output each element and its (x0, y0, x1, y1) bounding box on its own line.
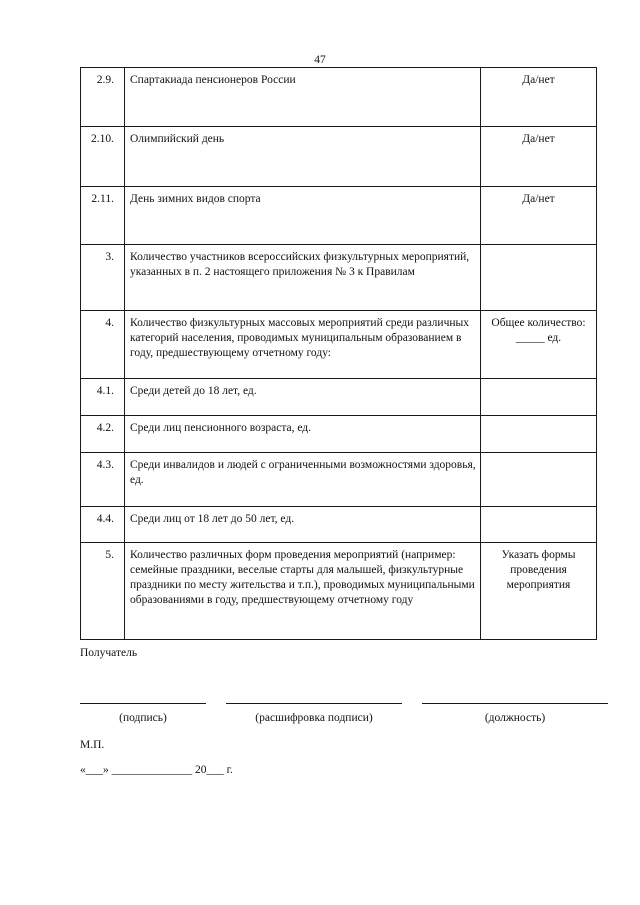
stamp-label: М.П. (80, 739, 105, 751)
row-number: 4.2. (81, 416, 125, 453)
row-value: Да/нет (481, 127, 597, 187)
row-value (481, 245, 597, 311)
row-description: Среди лиц от 18 лет до 50 лет, ед. (125, 507, 481, 543)
signature-line (80, 703, 206, 704)
row-value (481, 453, 597, 507)
row-description: Среди детей до 18 лет, ед. (125, 379, 481, 416)
row-number: 2.9. (81, 68, 125, 127)
report-table (80, 67, 597, 640)
table-row (81, 507, 597, 543)
table-row (81, 379, 597, 416)
table-row (81, 311, 597, 379)
row-number: 4.1. (81, 379, 125, 416)
row-description: Количество различных форм проведения мероприятий (например: семейные праздники, веселые старты для малышей, физкультурные праздники по месту жительства и т.п.), проводимых муниципальными образованиями в году, предшествующему отчетному году (125, 543, 481, 640)
signature-caption: (подпись) (119, 712, 167, 724)
table-row (81, 543, 597, 640)
row-number: 5. (81, 543, 125, 640)
table-row (81, 453, 597, 507)
table-row (81, 187, 597, 245)
row-value: Указать формы проведения мероприятия (481, 543, 597, 640)
page-number: 47 (314, 54, 326, 66)
table-row (81, 245, 597, 311)
row-number: 2.11. (81, 187, 125, 245)
row-number: 3. (81, 245, 125, 311)
row-number: 4. (81, 311, 125, 379)
row-number: 4.4. (81, 507, 125, 543)
row-value (481, 416, 597, 453)
row-description: Количество физкультурных массовых мероприятий среди различных категорий населения, проводимых муниципальным образованием в году, предшествующему отчетному году: (125, 311, 481, 379)
table-row (81, 127, 597, 187)
row-description: Количество участников всероссийских физкультурных мероприятий, указанных в п. 2 настоящего приложения № 3 к Правилам (125, 245, 481, 311)
row-description: Среди инвалидов и людей с ограниченными возможностями здоровья, ед. (125, 453, 481, 507)
row-description: День зимних видов спорта (125, 187, 481, 245)
table-row (81, 416, 597, 453)
row-description: Спартакиада пенсионеров России (125, 68, 481, 127)
table-row (81, 68, 597, 127)
recipient-label: Получатель (80, 647, 138, 659)
row-number: 4.3. (81, 453, 125, 507)
row-value: Да/нет (481, 187, 597, 245)
name-decoding-caption: (расшифровка подписи) (255, 712, 373, 724)
position-line (422, 703, 608, 704)
row-description: Олимпийский день (125, 127, 481, 187)
row-number: 2.10. (81, 127, 125, 187)
row-value: Да/нет (481, 68, 597, 127)
position-caption: (должность) (484, 712, 546, 724)
row-value (481, 379, 597, 416)
name-decoding-line (226, 703, 402, 704)
row-value (481, 507, 597, 543)
row-value: Общее количество: _____ ед. (481, 311, 597, 379)
row-description: Среди лиц пенсионного возраста, ед. (125, 416, 481, 453)
date-line: «___» ______________ 20___ г. (80, 764, 233, 776)
